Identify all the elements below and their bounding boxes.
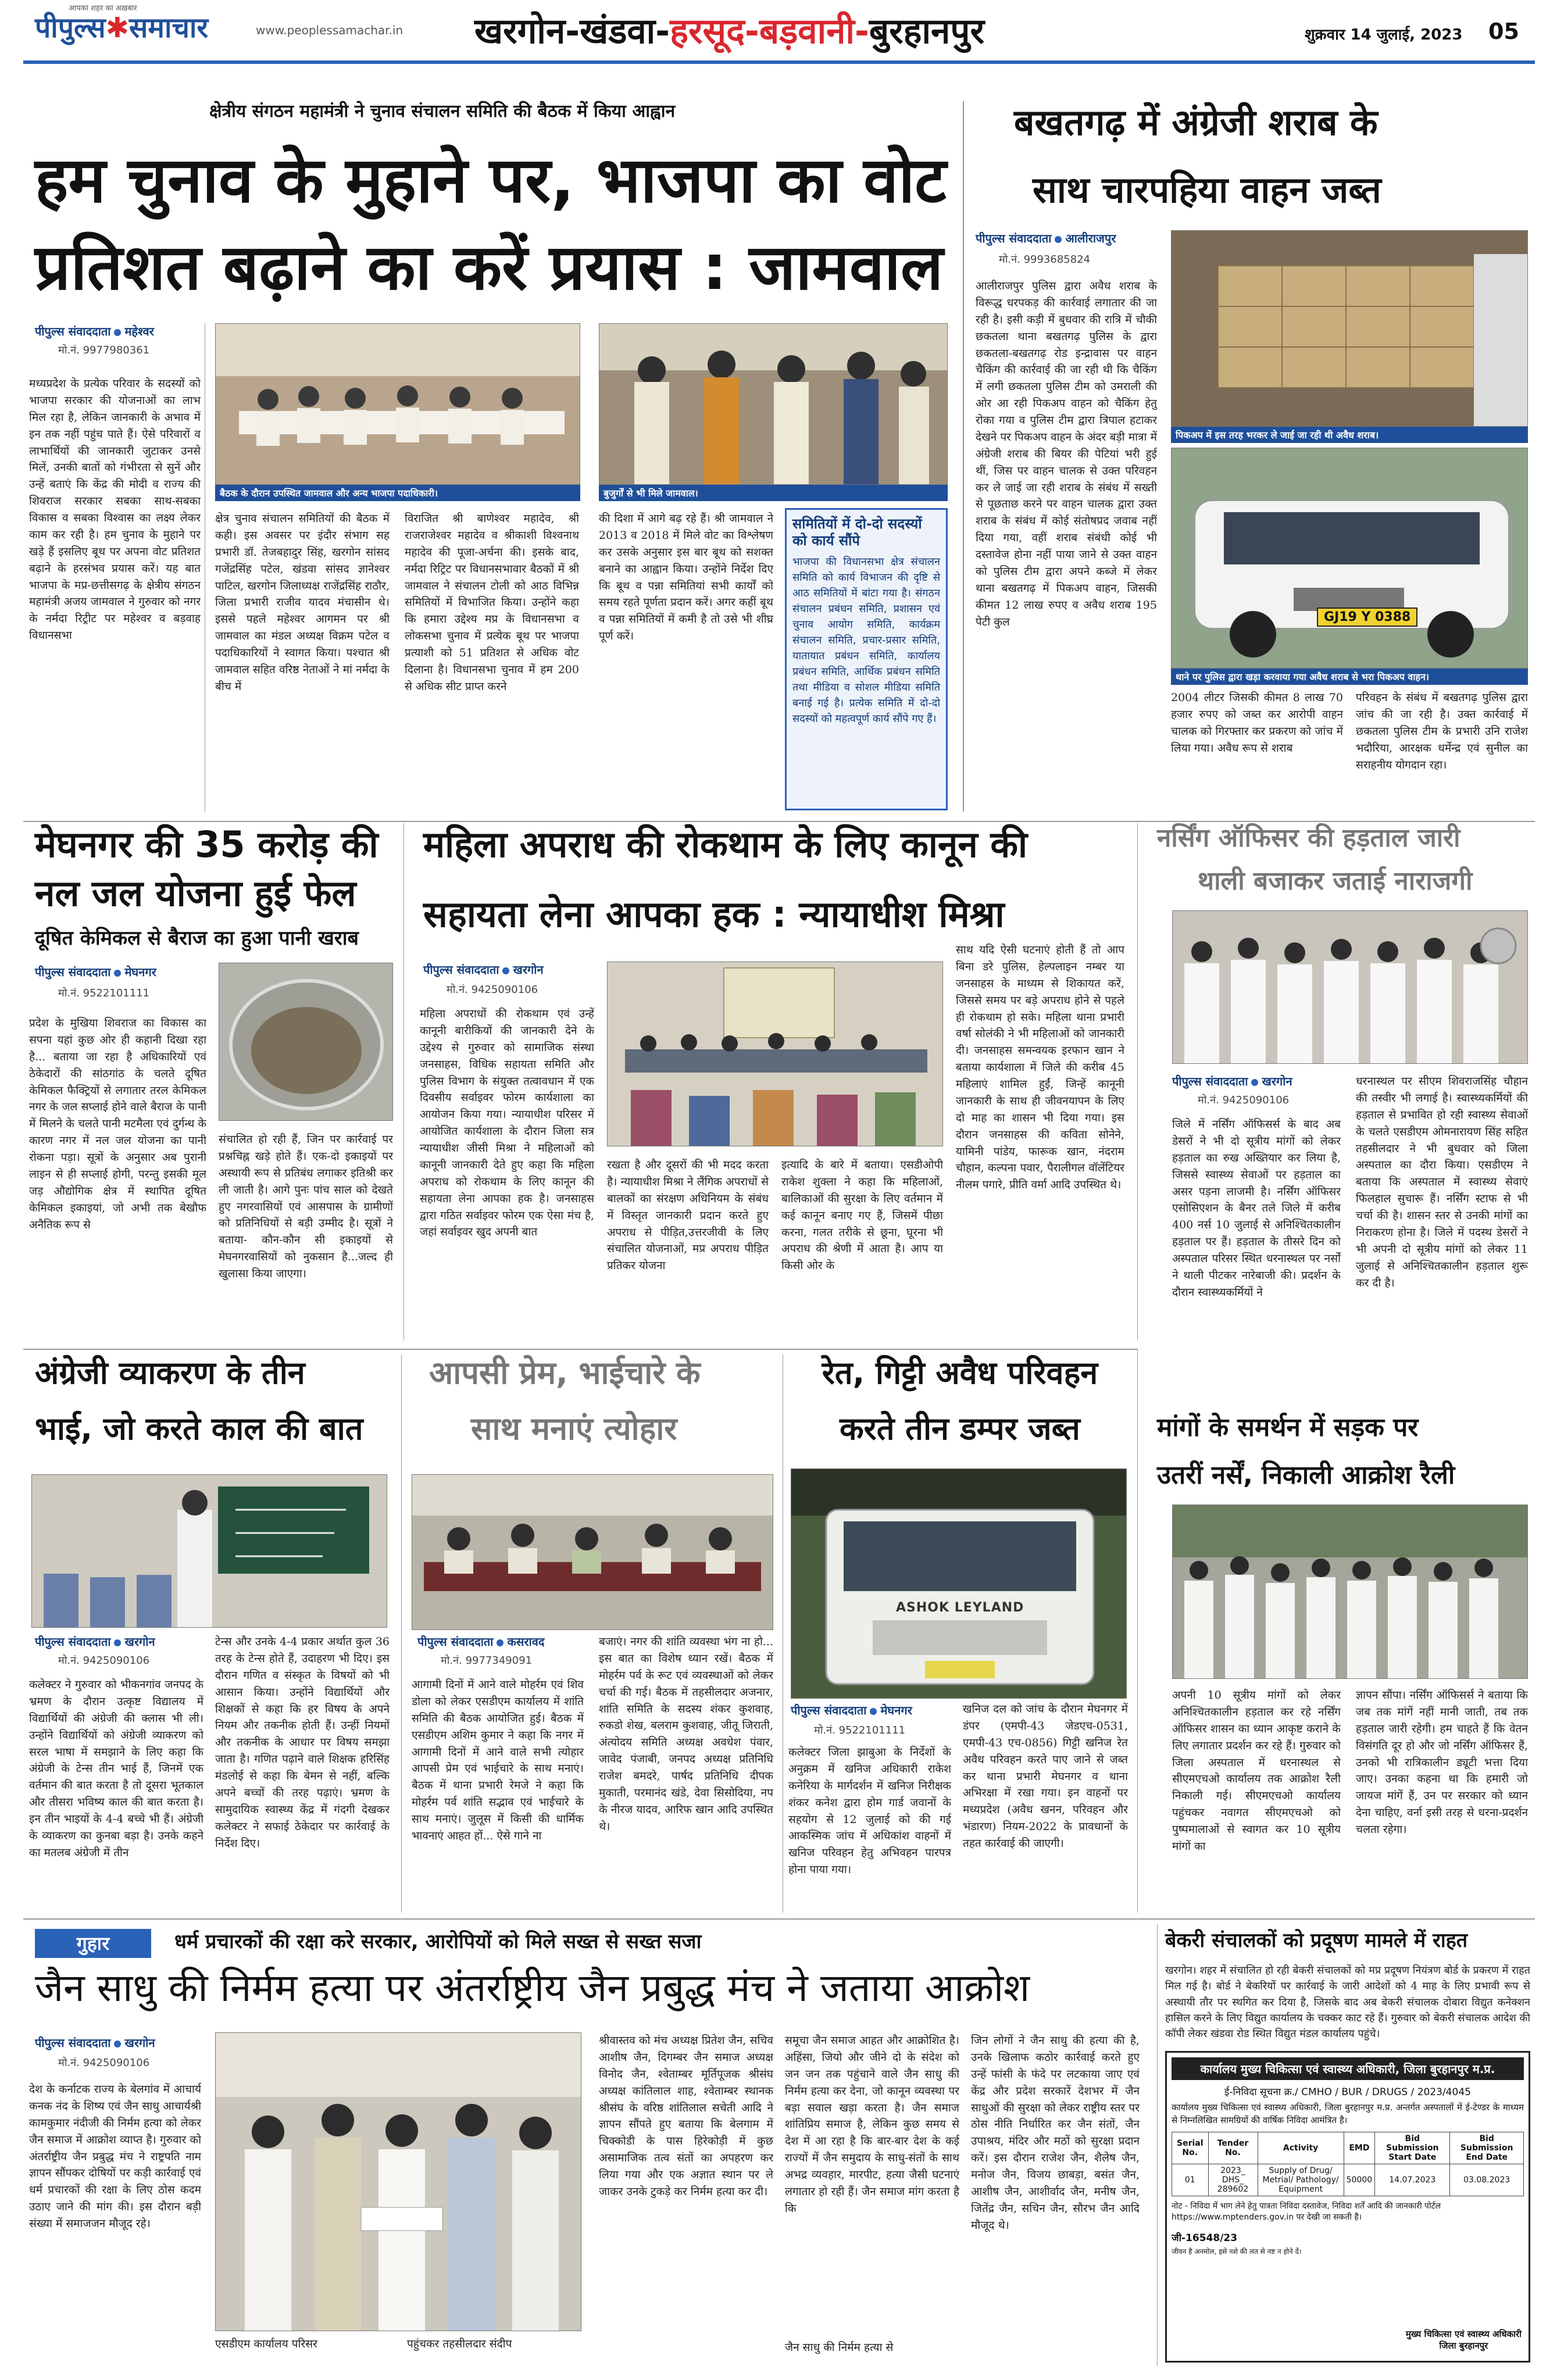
elders-photo-image — [599, 324, 948, 485]
lead-photo-meeting — [215, 323, 580, 485]
column-divider — [1157, 1924, 1158, 2366]
byline-dot-icon — [114, 2040, 121, 2047]
bakhtgarh-photo-liquor — [1171, 230, 1528, 427]
lead-column-4: की दिशा में आगे बढ़ रहे हैं। श्री जामवाल ने 2013 व 2018 में मिले वोट का विश्लेषण कर उसके अनुसार इस बार बूथ को सशक्त बनाने का आह्वान किया। उन्होंने निर्देश दिए कि बूथ व पन्ना समितियां सभी कार्यों को समय रहते पूर्णता प्रदान करें। अगर कहीं बूथ व पन्ना समितियों में कमी है तो उसे भी शीघ्र पूर्ण करें। — [599, 512, 773, 643]
bakhtgarh-photo-vehicle — [1171, 448, 1528, 669]
nursing-mobile: मो.नं. 9425090106 — [1198, 1094, 1290, 1106]
nursing-headline-1: नर्सिंग ऑफिसर की हड़ताल जारी — [1157, 823, 1460, 853]
byline-dot-icon — [870, 1708, 877, 1715]
paper-logo — [35, 8, 208, 46]
vehicle-number-plate: GJ19 Y 0388 — [1317, 607, 1417, 627]
rally-photo-nurses — [1172, 1505, 1528, 1679]
tender-table-cell: Supply of Drug/ Metrial/ Pathology/ Equipment — [1258, 2164, 1344, 2196]
tender-table-cell: 01 — [1172, 2164, 1209, 2196]
tender-sign-title: मुख्य चिकित्सा एवं स्वास्थ्य अधिकारी — [1405, 2329, 1522, 2339]
sand-byline: पीपुल्स संवाददाता मेघनगर — [791, 1703, 912, 1717]
tender-table — [1172, 2132, 1524, 2196]
festival-mobile: मो.नं. 9977349091 — [441, 1654, 533, 1667]
mahila-column-1: महिला अपराधों की रोकथाम एवं उन्हें कानूनी बारीकियों की जानकारी देने के उद्देश्य से गुरुवार को सामाजिक संस्था जनसाहस, विधिक सहायता समिति और पुलिस विभाग के संयुक्त तत्वावधान में एक दिवसीय सर्वाइवर फोरम कार्यशाला का आयोजन किया गया। न्यायाधीश परिसर में आयोजित कार्यशाला के दौरान जिला सत्र न्यायाधीश जीसी मिश्रा ने महिलाओं को कानूनी जानकारी देते हुए कहा कि महिला अपराध को रोकथाम के लिए कानून की सहायता लेना आपका हक है। जनसाहस द्वारा गठित सर्वाइवर फोरम एक ऐसा मंच है, जहां सर्वाइवर खुद अपनी बात — [420, 1007, 594, 1239]
sand-headline-2: करते तीन डम्पर जब्त — [840, 1410, 1080, 1447]
bakery-headline: बेकरी संचालकों को प्रदूषण मामले में राहत — [1165, 1929, 1468, 1952]
tender-table-header-cell: Tender No. — [1208, 2132, 1258, 2164]
liquor-pickup-image — [1172, 231, 1528, 427]
bakhtgarh-headline-2: साथ चारपहिया वाहन जब्त — [1033, 169, 1381, 211]
dumper-truck-image — [791, 1469, 1127, 1699]
mahila-column-2: रखता है और दूसरों की भी मदद करता है। न्यायाधीश मिश्रा ने लैंगिक अपराधों से बालकों का संरक्षण अधिनियम के संबंध में विस्तृत जानकारी प्रदान करते हुए अपराध से पीड़ित,उत्तरजीवी के लिए संचालित योजनाओं, मप्र अपराध पीड़ित प्रतिकर योजना — [607, 1159, 769, 1273]
guhar-mobile: मो.नं. 9425090106 — [58, 2057, 150, 2069]
guhar-photo-caption-a: एसडीएम कार्यालय परिसर — [215, 2338, 317, 2350]
bakhtgarh-mobile: मो.नं. 9993685824 — [999, 253, 1091, 266]
festival-photo-meeting — [412, 1474, 773, 1630]
column-divider — [1137, 1349, 1138, 1913]
horizontal-rule — [23, 1349, 1137, 1350]
byline-dot-icon — [497, 1639, 503, 1646]
bakery-text: खरगोन। शहर में संचालित हो रही बेकरी संचालकों को मप्र प्रदूषण नियंत्रण बोर्ड के प्रकरण में राहत मिल गई है। बोर्ड ने बेकरियों पर कार्रवाई के जारी आदेशों को 4 माह के लिए प्रभावी रूप से अस्थायी तौर पर स्थगित कर दिया है, जिसके बाद अब बेकरी संचालक दोबारा विद्युत कनेक्शन हासिल करने के लिए विद्युत कार्यालय के चक्कर काट रहे हैं। गुरुवार को बेकरी संचालक आदेश की कॉपी लेकर खंडवा रोड स्थित विद्युत मंडल कार्यालय पहुंचे। — [1165, 1964, 1530, 2040]
tender-ref: ई-निविदा सूचना क्र./ CMHO / BUR / DRUGS / 2023/4045 — [1224, 2086, 1471, 2098]
logo-part-a: पीपुल्स — [35, 12, 106, 44]
festival-headline-2: साथ मनाएं त्योहार — [471, 1410, 677, 1447]
website-link[interactable]: www.peoplessamachar.in — [256, 23, 403, 37]
mahila-headline-1: महिला अपराध की रोकथाम के लिए कानून की — [423, 823, 1027, 866]
nurses-thali-protest-image — [1173, 911, 1528, 1064]
issue-date: शुक्रवार 14 जुलाई, 2023 — [1305, 26, 1463, 44]
tender-table-header-cell: Bid Submission End Date — [1450, 2132, 1524, 2164]
workshop-photo-image — [608, 962, 943, 1146]
region-title — [474, 6, 984, 53]
guhar-column-1: देश के कर्नाटक राज्य के बेलगांव में आचार्य कनक नंद के शिष्य एवं जैन साधु आचार्यश्री कामकुमार नंदीजी की निर्मम हत्या को लेकर जैन समाज में आक्रोश व्याप्त है। गुरुवार को अंतर्राष्ट्रीय जैन प्रबुद्ध मंच ने राष्ट्रपति नाम ज्ञापन सौंपकर दोषियों पर कड़ी कार्रवाई एवं धर्म प्रचारकों की रक्षा के लिए ठोस कदम उठाए जाने की मांग की। इस दौरान बड़ी संख्या में समाजजन मौजूद रहे। — [29, 2083, 201, 2230]
nurses-rally-image — [1173, 1505, 1528, 1679]
english-column-2: टेन्स और उनके 4-4 प्रकार अर्थात कुल 36 तरह के टेन्स होते हैं, उदाहरण भी दिए। इस दौरान गणित व संस्कृत के विषयों को भी आसान किया। उन्होंने विद्यार्थियों और शिक्षकों से कहा कि हर विषय के अपने नियम और तकनीक होती हैं। उन्हीं नियमों और तकनीक के आधार पर विषय समझा जाता है। गणित पढ़ाने वाले शिक्षक हरिसिंह मंडलोई से कहा कि बेमन से नहीं, बल्कि अपने बच्चों की तरह पढ़ाएं। भ्रमण के सामुदायिक स्वास्थ्य केंद्र में गंदगी देखकर कलेक्टर ने सफाई ठेकेदार पर कार्रवाई के निर्देश दिए। — [215, 1635, 390, 1850]
guhar-column-3: समूचा जैन समाज आहत और आक्रोशित है। अहिंसा, जियो और जीने दो के संदेश को जन जन तक पहुंचाने वाले जैन साधु की निर्मम हत्या कर देना, जो कानून व्यवस्था पर बड़ा सवाल खड़ा करता है। जैन समाज शांतिप्रिय समाज है, लेकिन कुछ समय से देश में आ रहा है कि बार-बार देश के कई राज्यों में जैन समुदाय के साधु-संतों के साथ अभद्र व्यवहार, मारपीट, हत्या जैसी घटनाएं लगातार हो रही हैं। जैन समाज मांग करता है कि — [785, 2034, 959, 2215]
mahila-column-4: साथ यदि ऐसी घटनाएं होती हैं तो आप बिना डरे पुलिस, हेल्पलाइन नम्बर या जनसाहस के माध्यम से शिकायत करें, जिससे समय पर बड़े अपराध होने से पहले ही रोकथाम हो सके। महिला थाना प्रभारी वर्षा सोलंकी ने भी महिलाओं को जानकारी दी। जनसाहस समन्वयक इरफान खान ने बताया कार्यशाला में जिले की करीब 45 महिलाएं शामिल हुईं, जिन्हें कानूनी जानकारी के साथ ही जीवनयापन के लिए दो माह का शासन भी दिया गया। इस दौरान जनसाहस की कविता सोनेने, यामिनी पांडेय, फारूक खान, नंदराम चौहान, कल्पना पवार, पैरालीगल वॉलेंटियर नीलम पगारे, प्रीति वर्मा आदि उपस्थित थे। — [956, 944, 1124, 1192]
festival-column-2: बजाएं। नगर की शांति व्यवस्था भंग ना हो... इस बात का विशेष ध्यान रखें। बैठक में मोहर्रम पर्व के रूट एवं व्यवस्थाओं को लेकर चर्चा की गई। बैठक में तहसीलदार अजनार, शांति समिति के सदस्य शंकर कुशवाह, रुकडो शेख, बलराम कुशवाह, जीतू जिराती, अंत्योदय समिति अध्यक्ष अवधेश पंवार, जावेद पंजाबी, जनपद अध्यक्ष प्रतिनिधि राजेश बमदरे, पार्षद प्रतिनिधि दीपक मुकाती, परमानंद खंडे, देवा सिसोदिया, नप के नीरज यादव, आरिफ खान आदि उपस्थित थे। — [599, 1635, 773, 1833]
sand-photo-truck — [791, 1468, 1127, 1699]
sand-mobile: मो.नं. 9522101111 — [814, 1724, 906, 1736]
byline-dot-icon — [1251, 1079, 1258, 1086]
column-divider — [1137, 823, 1138, 1341]
tender-footer-left: जीवन है अनमोल, इसे नशे की लत से नष्ट न होने दें। — [1172, 2247, 1302, 2256]
english-column-1: कलेक्टर ने गुरुवार को भीकनगांव जनपद के भ्रमण के दौरान उत्कृष्ट विद्यालय में विद्यार्थियों की अंग्रेजी की क्लास भी ली। उन्होंने विद्यार्थियों को अंग्रेजी व्याकरण को सरल भाषा में समझाने के लिए कहा कि अंग्रेजी के टेन्स तीन भाई हैं, जिनमें एक वर्तमान की बात करता है तो दूसरा भूतकाल और तीसरा भविष्य काल की बात करता है। इन तीन भाइयों के 4-4 बच्चे भी हैं। अंग्रेजी के व्याकरण का कुनबा बड़ा है। उनके कहने का मतलब अंग्रेजी में तीन — [29, 1678, 203, 1859]
rally-column-2: ज्ञापन सौंपा। नर्सिंग ऑफिसर्स ने बताया कि जब तक मांगें नहीं मानी जाती, तब तक हड़ताल जारी रहेगी। हम चाहते हैं कि वेतन विसंगति दूर हो और जो नर्सिंग ऑफिसर हैं, उनको भी रात्रिकालीन ड्यूटी भत्ता दिया जाए। उनका कहना था कि हमारी जो जायज मांगें हैं, उन पर सरकार को ध्यान देना चाहिए, वर्ना इसी तरह से धरना-प्रदर्शन चलता रहेगा। — [1356, 1689, 1528, 1836]
rally-headline-1: मांगों के समर्थन में सड़क पर — [1157, 1413, 1419, 1442]
guhar-kicker: धर्म प्रचारकों की रक्षा करे सरकार, आरोपियों को मिले सख्त से सख्त सजा — [174, 1930, 702, 1953]
byline-dot-icon — [114, 970, 121, 977]
bakhtgarh-photo2-caption: थाने पर पुलिस द्वारा खड़ा करवाया गया अवैध शराब से भरा पिकअप वाहन। — [1171, 669, 1528, 685]
masthead — [0, 0, 1557, 65]
meghnagar-byline: पीपुल्स संवाददाता मेघनगर — [35, 965, 156, 979]
meghnagar-photo-water — [219, 963, 393, 1121]
bakhtgarh-headline-1: बखतगढ़ में अंग्रेजी शराब के — [1014, 101, 1378, 144]
tender-table-cell: 03.08.2023 — [1450, 2164, 1524, 2196]
tender-table-header-cell: Serial No. — [1172, 2132, 1209, 2164]
festival-column-1: आगामी दिनों में आने वाले मोहर्रम एवं शिव डोला को लेकर एसडीएम कार्यालय में शांति समिति की बैठक आयोजित हुई। बैठक में एसडीएम अशिम कुमार ने कहा कि नगर में आगामी दिनों में आने वाले सभी त्योहार आपसी प्रेम एवं भाईचारे के साथ मनाएं। बैठक में थाना प्रभारी रेमजे ने कहा कि मोहर्रम पर्व शांति सद्भाव एवं भाईचारे के साथ मनाएं। जुलूस में किसी की धार्मिक भावनाएं आहत हों... ऐसे गाने ना — [412, 1678, 584, 1842]
tender-table-header-cell: Bid Submission Start Date — [1375, 2132, 1450, 2164]
guhar-headline: जैन साधु की निर्मम हत्या पर अंतर्राष्ट्रीय जैन प्रबुद्ध मंच ने जताया आक्रोश — [35, 1966, 1030, 2010]
meghnagar-column-2: संचालित हो रही हैं, जिन पर कार्रवाई पर प्रश्नचिह्न खड़े होते हैं। एक-दो इकाइयों पर अस्थायी रूप से प्रतिबंध लगाकर इतिश्री कर ली जाती है। आगे पुनः पांच साल को देखते हुए नगरवासियों एवं आसपास के ग्रामीणों को प्रतिनिधियों से बड़ी उम्मीद है। सूत्रों ने बताया- कौन-कौन सी इकाइयों से मेघनगरवासियों को नुकसान है...जल्द ही खुलासा किया जाएगा। — [219, 1133, 393, 1280]
horizontal-rule — [23, 1918, 1535, 1920]
tender-office: कार्यालय मुख्य चिकित्सा एवं स्वास्थ्य अधिकारी, जिला बुरहानपुर म.प्र. — [1172, 2057, 1524, 2080]
byline-dot-icon — [114, 1639, 121, 1646]
lead-sidebar-box — [785, 508, 948, 810]
sand-headline-1: रेत, गिट्टी अवैध परिवहन — [822, 1355, 1098, 1391]
festival-headline-1: आपसी प्रेम, भाईचारे के — [429, 1355, 701, 1391]
rally-column-1: अपनी 10 सूत्रीय मांगों को लेकर अनिश्चितकालीन हड़ताल कर रहे नर्सिंग ऑफिसर शासन का ध्यान आकृष्ट कराने के लिए लगातार प्रदर्शन कर रहे हैं। गुरुवार को जिला अस्पताल में धरनास्थल से सीएमएचओ कार्यालय तक आक्रोश रैली निकाली गई। सीएमएचओ कार्यालय पहुंचकर नवागत सीएमएचओ को पुष्पमालाओं से स्वागत कर 10 सूत्रीय मांगों का — [1172, 1689, 1341, 1853]
lead-column-1: मध्यप्रदेश के प्रत्येक परिवार के सदस्यों को भाजपा सरकार की योजनाओं का लाभ मिल रहा है, लेकिन जानकारी के अभाव में इन तक नहीं पहुंच पाते हैं। ऐसे परिवारों व लाभार्थियों की जानकारी जुटाकर उनसे मिलें, उनकी बातों को गंभीरता से सुनें और उन्हें बताएं कि केंद्र की मोदी व राज्य की शिवराज सरकार सबका साथ-सबका विकास व सबका विश्वास का लक्ष्य लेकर काम कर रही है। हम चुनाव के मुहाने पर खड़े हैं इसलिए बूथ पर अपना वोट प्रतिशत बढ़ाने के हरसंभव प्रयास करें। यह बात भाजपा के मप्र-छत्तीसगढ़ के क्षेत्रीय संगठन महामंत्री अजय जामवाल ने गुरुवार को नगर के नर्मदा रिट्रीट पर महेश्वर व बड़वाह विधानसभा — [29, 377, 201, 642]
byline-dot-icon — [502, 967, 509, 974]
lead-column-3: विराजित श्री बाणेश्वर महादेव, श्री राजराजेश्वर महादेव व श्रीकाशी विश्वनाथ महादेव की पूजा-अर्चना की। इसके बाद, नर्मदा रिट्रिट पर विधानसभावार बैठकों में श्री जामवाल ने संचालन टोली को आठ विभिन्न समितियों में विभाजित किया। उन्होंने कहा कि हमारा उद्देश्य मप्र के विधानसभा व लोकसभा चुनाव में प्रत्येक बूथ पर भाजपा प्रत्याशी को 51 प्रतिशत से अधिक वोट दिलाना है। विधानसभा चुनाव में हम 200 से अधिक सीट प्राप्त करने — [405, 512, 579, 693]
lead-photo2-caption: बुजुर्गों से भी मिले जामवाल। — [599, 485, 948, 501]
tender-table-cell: 50000 — [1344, 2164, 1375, 2196]
guhar-column-4: जिन लोगों ने जैन साधु की हत्या की है, उनके खिलाफ कठोर कार्रवाई करते हुए उन्हें फांसी के फंदे पर लटकाया जाए एवं केंद्र और प्रदेश सरकारें देशभर में जैन साधुओं की सुरक्षा को लेकर राष्ट्रीय स्तर पर ठोस नीति निर्धारित कर जैन संतों, जैन उपाश्रय, मंदिर और मठों को सुरक्षा प्रदान करें। इस दौरान राजेश जैन, शैलेष जैन, मनोज जैन, विजय छाबड़ा, बसंत जैन, आशीष जैन, आशीर्वाद जैन, मनीष जैन, जितेंद्र जैन, सचिन जैन, सौरभ जैन आदि मौजूद थे। — [971, 2034, 1140, 2232]
bakhtgarh-column-2: 2004 लीटर जिसकी कीमत 8 लाख 70 हजार रुपए को जब्त कर आरोपी वाहन चालक को गिरफ्तार कर प्रकरण को जांच में लिया गया। अवैध रूप से शराब — [1171, 691, 1343, 755]
sand-column-1: कलेक्टर जिला झाबुआ के निर्देशों के अनुक्रम में खनिज अधिकारी राकेश कनेरिया के मार्गदर्शन में खनिज निरीक्षक शंकर कनेश द्वारा होम गार्ड जवानों के सहयोग से 12 जुलाई को की गई आकस्मिक जांच में अधिकांश वाहनों में खनिज परिवहन हेतु अभिवहन पारपत्र होना पाया गया। — [788, 1746, 951, 1877]
lead-headline-2: प्रतिशत बढ़ाने का करें प्रयास : जामवाल — [35, 231, 944, 304]
byline-dot-icon — [114, 329, 121, 336]
nursing-photo-protest — [1172, 910, 1528, 1064]
tender-code: जी-16548/23 — [1172, 2232, 1238, 2244]
rally-headline-2: उतरीं नर्सें, निकाली आक्रोश रैली — [1157, 1460, 1455, 1490]
column-divider — [403, 823, 404, 1341]
english-headline-2: भाई, जो करते काल की बात — [35, 1410, 363, 1447]
peace-committee-photo-image — [412, 1475, 773, 1630]
classroom-photo-image — [32, 1475, 387, 1628]
bakhtgarh-byline: पीपुल्स संवाददाता आलीराजपुर — [976, 231, 1116, 245]
meeting-photo-image — [216, 324, 580, 485]
english-mobile: मो.नं. 9425090106 — [58, 1654, 150, 1667]
english-byline: पीपुल्स संवाददाता खरगोन — [35, 1635, 155, 1649]
bakhtgarh-photo1-caption: पिकअप में इस तरह भरकर ले जाई जा रही थी अवैध शराब। — [1171, 427, 1528, 443]
pickup-vehicle-image — [1172, 448, 1528, 669]
masthead-tagline: आपका शहर का अख़बार — [69, 4, 137, 13]
truck-brand-label: ASHOK LEYLAND — [896, 1600, 1024, 1615]
guhar-tag: गुहार — [35, 1929, 151, 1958]
lead-column-2: क्षेत्र चुनाव संचालन समितियों की बैठक में कही। इस अवसर पर इंदौर संभाग सह प्रभारी डॉ. तेजबहादुर सिंह, खरगोन सांसद गजेंद्रसिंह पटेल, खंडवा सांसद ज्ञानेश्वर पाटिल, खरगोन जिलाध्यक्ष राजेंद्रसिंह राठौर, जिला प्रभारी राजीव यादव मंचासीन थे। इससे पहले महेश्वर आगमन पर श्री जामवाल का मंडल अध्यक्ष विक्रम पटेल व पदाधिकारियों ने स्वागत किया। पश्चात श्री जामवाल सहित वरिष्ठ नेताओं ने मां नर्मदा के बीच में — [215, 512, 390, 693]
bakhtgarh-column-1: आलीराजपुर पुलिस द्वारा अवैध शराब के विरूद्ध धरपकड़ की कार्रवाई लगातार की जा रही है। इसी कड़ी में बुधवार की रात्रि में चौकी छकतला थाना बखतगढ़ पुलिस के द्वारा छकतला-बखतगढ़ रोड इन्द्रावास पर वाहन चैकिंग की कार्रवाई की जा रही थी कि चैकिंग में लगी छकतला पुलिस टीम को उमराली की ओर आ रही पिकअप वाहन को चैकिंग हेतु रोका गया व पुलिस टीम द्वारा त्रिपाल हटाकर देखने पर पिकअप वाहन के अंदर बड़ी मात्रा में अंग्रेजी शराब की बियर की पेटियां भरी हुई थीं, जिस पर वाहन चालक से उक्त परिवहन कर ले जाई जा रही शराब के संबंध में सख्ती से पूछताछ करने पर वाहन चालक द्वारा उक्त शराब के संबंध में कोई संतोषप्रद जवाब नहीं दिया गया, वहीं शराब संबंधी कोई भी दस्तावेज होना नहीं पाया जाने से उक्त वाहन को पुलिस टीम द्वारा अपने कब्जे में लेकर थाना बखतगढ़ में पिकअप वाहन, जिसकी कीमत 12 लाख रुपए व अवैध शराब 195 पेटी कुल — [976, 280, 1157, 628]
memorandum-photo-image — [216, 2033, 581, 2331]
column-divider — [401, 1355, 402, 1913]
lead-mobile: मो.नं. 9977980361 — [58, 344, 150, 356]
nursing-column-1: जिले में नर्सिंग ऑफिसर्स के बाद अब डेसरों ने भी दो सूत्रीय मांगों को लेकर हड़ताल का रुख अख्तियार कर लिया है, जिससे स्वास्थ्य सेवाओं पर हड़ताल का असर पड़ना लाजमी है। नर्सिंग ऑफिसर एसोसिएशन के बैनर तले जिले में करीब 400 नर्स 10 जुलाई से अनिश्चितकालीन हड़ताल पर हैं। हड़ताल के तीसरे दिन को अस्पताल परिसर स्थित धरनास्थल पर नर्सों ने थाली पीटकर नारेबाजी की। प्रदर्शन के दौरान स्वास्थ्यकर्मियों ने — [1172, 1118, 1341, 1299]
masthead-rule — [23, 60, 1535, 64]
region-part-a: खरगोन-खंडवा- — [474, 11, 670, 52]
tender-table-header — [1172, 2132, 1524, 2164]
guhar-byline: पीपुल्स संवाददाता खरगोन — [35, 2036, 155, 2050]
mahila-photo-workshop — [607, 962, 943, 1146]
meghnagar-headline-2: नल जल योजना हुई फेल — [35, 872, 356, 914]
meghnagar-subhead: दूषित केमिकल से बैराज का हुआ पानी खराब — [35, 927, 359, 950]
festival-byline: पीपुल्स संवाददाता कसरावद — [417, 1635, 545, 1649]
lead-byline: पीपुल्स संवाददाता महेश्वर — [35, 324, 154, 338]
guhar-column-2: श्रीवास्तव को मंच अध्यक्ष प्रितेश जैन, सचिव आशीष जैन, दिगम्बर जैन समाज अध्यक्ष विनोद जैन, श्वेताम्बर मूर्तिपूजक श्रीसंघ अध्यक्ष कांतिलाल शाह, श्वेताम्बर स्थानक श्रीसंघ के वरिष्ठ शांतिलाल सचेती आदि ने ज्ञापन सौंपते हुए बताया कि बेलगाम में चिक्कोडी के पास हिरेकोड़ी में कुछ असामाजिक तत्व संतों का अपहरण कर लिया गया और एक अज्ञात स्थान पर ले जाकर उनके टुकड़े कर निर्मम हत्या कर दी। — [599, 2034, 773, 2198]
tender-table-cell: 2023_ DHS_ 289602 — [1208, 2164, 1258, 2196]
horizontal-rule — [23, 821, 1535, 822]
tender-sign-place: जिला बुरहानपुर — [1439, 2340, 1488, 2351]
sidebar-box-text: भाजपा की विधानसभा क्षेत्र संचालन समिति को कार्य विभाजन की दृष्टि से आठ समितियों में बांटा गया है। संगठन संचालन प्रबंधन समिति, प्रशासन एवं चुनाव आयोग समिति, कार्यक्रम संचालन समिति, प्रचार-प्रसार समिति, यातायात प्रबंधन समिति, कार्यालय प्रबंधन समिति, आर्थिक प्रबंधन समिति तथा मीडिया व सोशल मीडिया समिति बनाई गई है। प्रत्येक समिति में दो-दो सदस्यों को महत्वपूर्ण कार्य सौंपे गए हैं। — [792, 555, 940, 725]
sidebar-box-title: समितियों में दो-दो सदस्यों को कार्य सौंपे — [792, 516, 922, 549]
mahila-byline: पीपुल्स संवाददाता खरगोन — [423, 963, 544, 977]
sand-column-2: खनिज दल को जांच के दौरान मेघनगर में डंपर (एमपी-43 जेडएच-0531, एमपी-43 एच-0856) गिट्टी खनिज रेत अवैध परिवहन करते पाए जाने से जब्त कर थाना प्रभारी मेघनगर व थाना अभिरक्षा में रखा गया। इन वाहनों पर मध्यप्रदेश (अवैध खनन, परिवहन और भंडारण) नियम-2022 के प्रावधानों के तहत कार्रवाई की जाएगी। — [963, 1703, 1128, 1850]
meghnagar-headline-1: मेघनगर की 35 करोड़ की — [35, 823, 378, 866]
lead-photo-elders — [599, 323, 948, 485]
tender-table-cell: 14.07.2023 — [1375, 2164, 1450, 2196]
mahila-headline-2: सहायता लेना आपका हक : न्यायाधीश मिश्रा — [423, 893, 1005, 935]
page-number: 05 — [1488, 19, 1519, 44]
guhar-photo-caption-b: पहुंचकर तहसीलदार संदीप — [407, 2338, 512, 2350]
dirty-water-image — [219, 963, 393, 1121]
mahila-column-3: इत्यादि के बारे में बताया। एसडीओपी राकेश शुक्ला ने कहा कि महिलाओं, बालिकाओं की सुरक्षा के लिए वर्तमान में कई कानून बनाए गए हैं, जिसमें पीछा करना, गलत तरीके से छूना, घूरना भी अपराध की श्रेणी में आता है। आप या किसी ओर के — [781, 1159, 943, 1273]
nursing-byline: पीपुल्स संवाददाता खरगोन — [1172, 1074, 1292, 1088]
tender-intro: कार्यालय मुख्य चिकित्सा एवं स्वास्थ्य अधिकारी, जिला बुरहानपुर म.प्र. अन्तर्गत अस्पतालों में ई-टेण्डर के माध्यम से निम्नलिखित सामग्रियों की वार्षिक निविदा आमंत्रित है। — [1172, 2102, 1524, 2125]
english-photo-classroom — [31, 1474, 387, 1628]
mahila-mobile: मो.नं. 9425090106 — [447, 984, 538, 996]
meghnagar-mobile: मो.नं. 9522101111 — [58, 987, 150, 999]
nursing-column-2: धरनास्थल पर सीएम शिवराजसिंह चौहान की तस्वीर भी लगाई है। स्वास्थ्यकर्मियों की हड़ताल से प्रभावित हो रही स्वास्थ्य सेवाओं के चलते एसडीएम ओमनारायण सिंह सहित तहसीलदार ने भी बुधवार को जिला अस्पताल का दौरा किया। एसडीएम ने बताया कि अस्पताल में स्वास्थ्य सेवाएं फिलहाल सुचारू हैं। नर्सिंग स्टाफ से भी चर्चा की है। शासन स्तर से उनकी मांगों का निराकरण होना है। जिले में पदस्थ डेसरों ने भी अपनी दो सूत्रीय मांगों को लेकर 11 जुलाई से अनिश्चितकालीन हड़ताल शुरू कर दी है। — [1356, 1075, 1528, 1289]
vertical-rule-right — [963, 101, 964, 812]
logo-star-icon: ✱ — [105, 12, 129, 44]
lead-headline-1: हम चुनाव के मुहाने पर, भाजपा का वोट — [35, 144, 947, 217]
tender-signature — [1406, 2328, 1522, 2352]
english-headline-1: अंग्रेजी व्याकरण के तीन — [35, 1355, 305, 1391]
byline-dot-icon — [1055, 236, 1062, 243]
lead-kicker: क्षेत्रीय संगठन महामंत्री ने चुनाव संचालन समिति की बैठक में किया आह्वान — [209, 101, 676, 121]
region-part-c: बुरहानपुर — [869, 11, 984, 52]
tender-note: नोट - निविदा में भाग लेने हेतु पात्रता निविदा दस्तावेज, निविदा शर्तें आदि की जानकारी पोर्टल https://www.mptenders.gov.in पर देखी जा सकती है। — [1172, 2201, 1441, 2222]
guhar-column-5: जैन साधु की निर्मम हत्या से — [785, 2341, 894, 2354]
tender-table-header-cell: Activity — [1258, 2132, 1344, 2164]
lead-photo1-caption: बैठक के दौरान उपस्थित जामवाल और अन्य भाजपा पदाधिकारी। — [215, 485, 580, 501]
tender-table-header-cell: EMD — [1344, 2132, 1375, 2164]
tender-table-row — [1172, 2164, 1524, 2196]
guhar-photo-memorandum — [215, 2032, 581, 2331]
logo-part-b: समाचार — [128, 12, 208, 44]
nursing-headline-2: थाली बजाकर जताई नाराजगी — [1198, 866, 1473, 896]
tender-notice — [1165, 2051, 1530, 2363]
region-part-b: हरसूद-बड़वानी- — [670, 11, 869, 52]
meghnagar-column-1: प्रदेश के मुखिया शिवराज का विकास का सपना यहां कुछ ओर ही कहानी दिखा रहा है... बताया जा रहा है अधिकारियों एवं ठेकेदारों की सांठगांठ के चलते दूषित केमिकल फैक्ट्रियों से लगातार तरल केमिकल नगर के जल सप्लाई होने वाले बैराज के पानी में मिलने के चलते पानी मटमैला एवं दुर्गन्ध के कारण नगर में नल जल योजना का पानी रोकना पड़ा। सूत्रों के अनुसार अब पुरानी लाइन से ही सप्लाई होगी, परन्तु इसकी मूल जड़ औद्योगिक क्षेत्र में स्थापित दूषित केमिकल इकाइयां, जो अभी तक बेखौफ अनैतिक रूप से — [29, 1017, 206, 1231]
bakhtgarh-column-3: परिवहन के संबंध में बखतगढ़ पुलिस द्वारा जांच की जा रही है। उक्त कार्रवाई में छकतला पुलिस टीम के प्रभारी उनि राजेश भदौरिया, आरक्षक धर्मेन्द्र एवं सुनील का सराहनीय योगदान रहा। — [1356, 691, 1528, 771]
